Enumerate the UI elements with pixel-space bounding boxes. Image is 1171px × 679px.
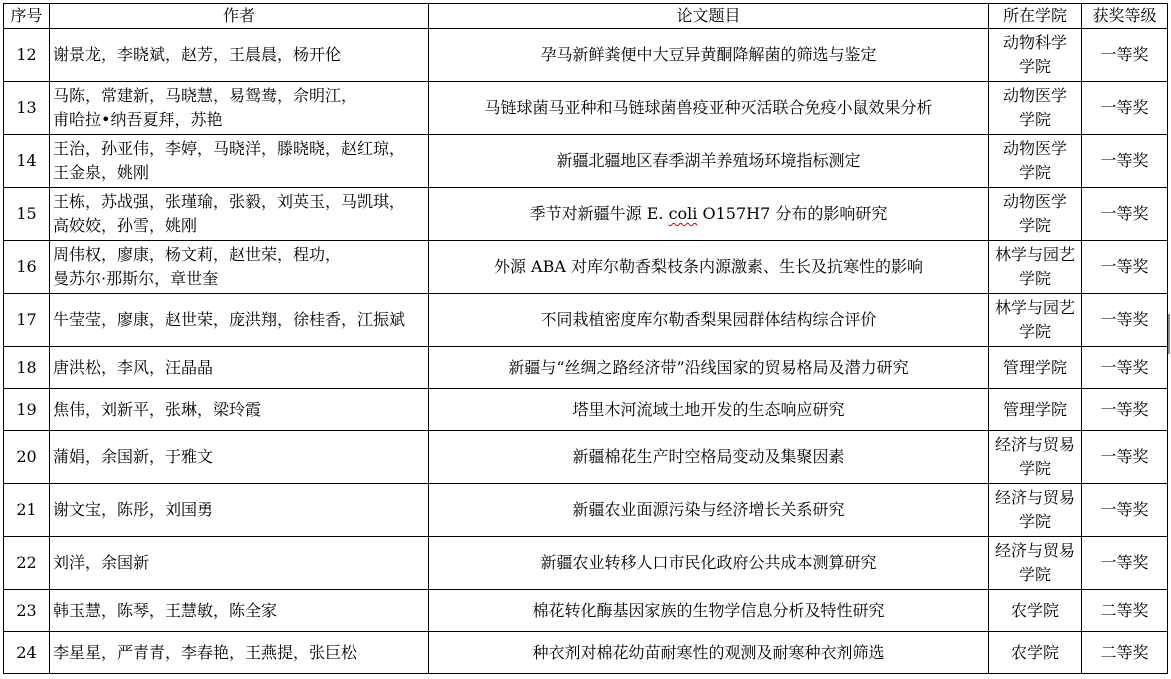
row-number: 22 [4, 537, 50, 590]
row-authors: 王治，孙亚伟，李婷，马晓洋，滕晓晓，赵红琼， 王金泉，姚刚 [50, 135, 429, 188]
row-number: 23 [4, 590, 50, 632]
row-award-level: 一等奖 [1082, 431, 1168, 484]
spellcheck-underlined-word: coli [668, 204, 698, 223]
row-paper-title: 种衣剂对棉花幼苗耐寒性的观测及耐寒种衣剂筛选 [429, 632, 989, 674]
row-number: 13 [4, 82, 50, 135]
row-award-level: 一等奖 [1082, 135, 1168, 188]
row-number: 12 [4, 29, 50, 82]
row-paper-title: 马链球菌马亚种和马链球菌兽疫亚种灭活联合免疫小鼠效果分析 [429, 82, 989, 135]
row-award-level: 一等奖 [1082, 484, 1168, 537]
row-college: 动物医学 学院 [989, 135, 1082, 188]
row-authors: 谢景龙，李晓斌，赵芳，王晨晨，杨开伦 [50, 29, 429, 82]
row-college: 经济与贸易 学院 [989, 431, 1082, 484]
row-number: 18 [4, 347, 50, 389]
row-award-level: 一等奖 [1082, 188, 1168, 241]
row-number: 19 [4, 389, 50, 431]
row-college: 经济与贸易 学院 [989, 537, 1082, 590]
row-award-level: 一等奖 [1082, 389, 1168, 431]
row-award-level: 一等奖 [1082, 294, 1168, 347]
table-row [4, 537, 1168, 590]
row-authors: 蒲娟，余国新，于雅文 [50, 431, 429, 484]
header-row [4, 4, 1168, 29]
row-paper-title: 新疆农业面源污染与经济增长关系研究 [429, 484, 989, 537]
table-row [4, 389, 1168, 431]
row-college: 经济与贸易 学院 [989, 484, 1082, 537]
award-table [3, 3, 1168, 674]
row-authors: 李星星，严青青，李春艳，王燕提，张巨松 [50, 632, 429, 674]
row-paper-title: 棉花转化酶基因家族的生物学信息分析及特性研究 [429, 590, 989, 632]
table-row [4, 347, 1168, 389]
header-paper-title: 论文题目 [429, 4, 989, 29]
row-paper-title: 新疆农业转移人口市民化政府公共成本测算研究 [429, 537, 989, 590]
row-award-level: 二等奖 [1082, 590, 1168, 632]
table-row [4, 135, 1168, 188]
table-row [4, 82, 1168, 135]
row-paper-title: 新疆棉花生产时空格局变动及集聚因素 [429, 431, 989, 484]
row-award-level: 一等奖 [1082, 29, 1168, 82]
row-award-level: 一等奖 [1082, 82, 1168, 135]
row-authors: 牛莹莹，廖康，赵世荣，庞洪翔，徐桂香，江振斌 [50, 294, 429, 347]
row-authors: 周伟权，廖康，杨文莉，赵世荣，程功， 曼苏尔·那斯尔，章世奎 [50, 241, 429, 294]
row-college: 动物医学 学院 [989, 82, 1082, 135]
row-paper-title: 外源 ABA 对库尔勒香梨枝条内源激素、生长及抗寒性的影响 [429, 241, 989, 294]
row-award-level: 二等奖 [1082, 632, 1168, 674]
title-text-end: O157H7 分布的影响研究 [697, 204, 888, 223]
header-number: 序号 [4, 4, 50, 29]
row-college: 林学与园艺 学院 [989, 294, 1082, 347]
table-row [4, 632, 1168, 674]
row-college: 动物医学 学院 [989, 188, 1082, 241]
row-authors: 谢文宝，陈彤，刘国勇 [50, 484, 429, 537]
header-award-level: 获奖等级 [1082, 4, 1168, 29]
row-paper-title [429, 188, 989, 241]
row-college: 农学院 [989, 632, 1082, 674]
row-paper-title: 新疆与“丝绸之路经济带”沿线国家的贸易格局及潜力研究 [429, 347, 989, 389]
row-paper-title: 孕马新鲜粪便中大豆异黄酮降解菌的筛选与鉴定 [429, 29, 989, 82]
row-number: 17 [4, 294, 50, 347]
row-authors: 唐洪松，李风，汪晶晶 [50, 347, 429, 389]
row-award-level: 一等奖 [1082, 241, 1168, 294]
row-authors: 韩玉慧，陈琴，王慧敏，陈全家 [50, 590, 429, 632]
row-number: 21 [4, 484, 50, 537]
row-number: 20 [4, 431, 50, 484]
header-authors: 作者 [50, 4, 429, 29]
row-authors: 焦伟，刘新平，张琳，梁玲霞 [50, 389, 429, 431]
header-college: 所在学院 [989, 4, 1082, 29]
title-text-start: 季节对新疆牛源 E. [529, 204, 664, 223]
row-award-level: 一等奖 [1082, 347, 1168, 389]
row-college: 管理学院 [989, 389, 1082, 431]
row-authors: 刘洋，余国新 [50, 537, 429, 590]
table-row [4, 29, 1168, 82]
table-row [4, 484, 1168, 537]
table-row [4, 241, 1168, 294]
row-college: 管理学院 [989, 347, 1082, 389]
table-row [4, 431, 1168, 484]
row-number: 16 [4, 241, 50, 294]
row-college: 动物科学 学院 [989, 29, 1082, 82]
row-number: 24 [4, 632, 50, 674]
row-number: 15 [4, 188, 50, 241]
row-authors: 马陈，常建新，马晓慧，易鸳鸯，佘明江， 甫哈拉•纳吾夏拜，苏艳 [50, 82, 429, 135]
row-paper-title: 新疆北疆地区春季湖羊养殖场环境指标测定 [429, 135, 989, 188]
row-college: 农学院 [989, 590, 1082, 632]
table-row [4, 590, 1168, 632]
scrollbar-indicator[interactable] [1168, 314, 1170, 354]
row-number: 14 [4, 135, 50, 188]
row-award-level: 一等奖 [1082, 537, 1168, 590]
table-row [4, 294, 1168, 347]
row-paper-title: 不同栽植密度库尔勒香梨果园群体结构综合评价 [429, 294, 989, 347]
table-row [4, 188, 1168, 241]
row-college: 林学与园艺 学院 [989, 241, 1082, 294]
row-paper-title: 塔里木河流域土地开发的生态响应研究 [429, 389, 989, 431]
row-authors: 王栋，苏战强，张瑾瑜，张毅，刘英玉，马凯琪， 高姣姣，孙雪，姚刚 [50, 188, 429, 241]
